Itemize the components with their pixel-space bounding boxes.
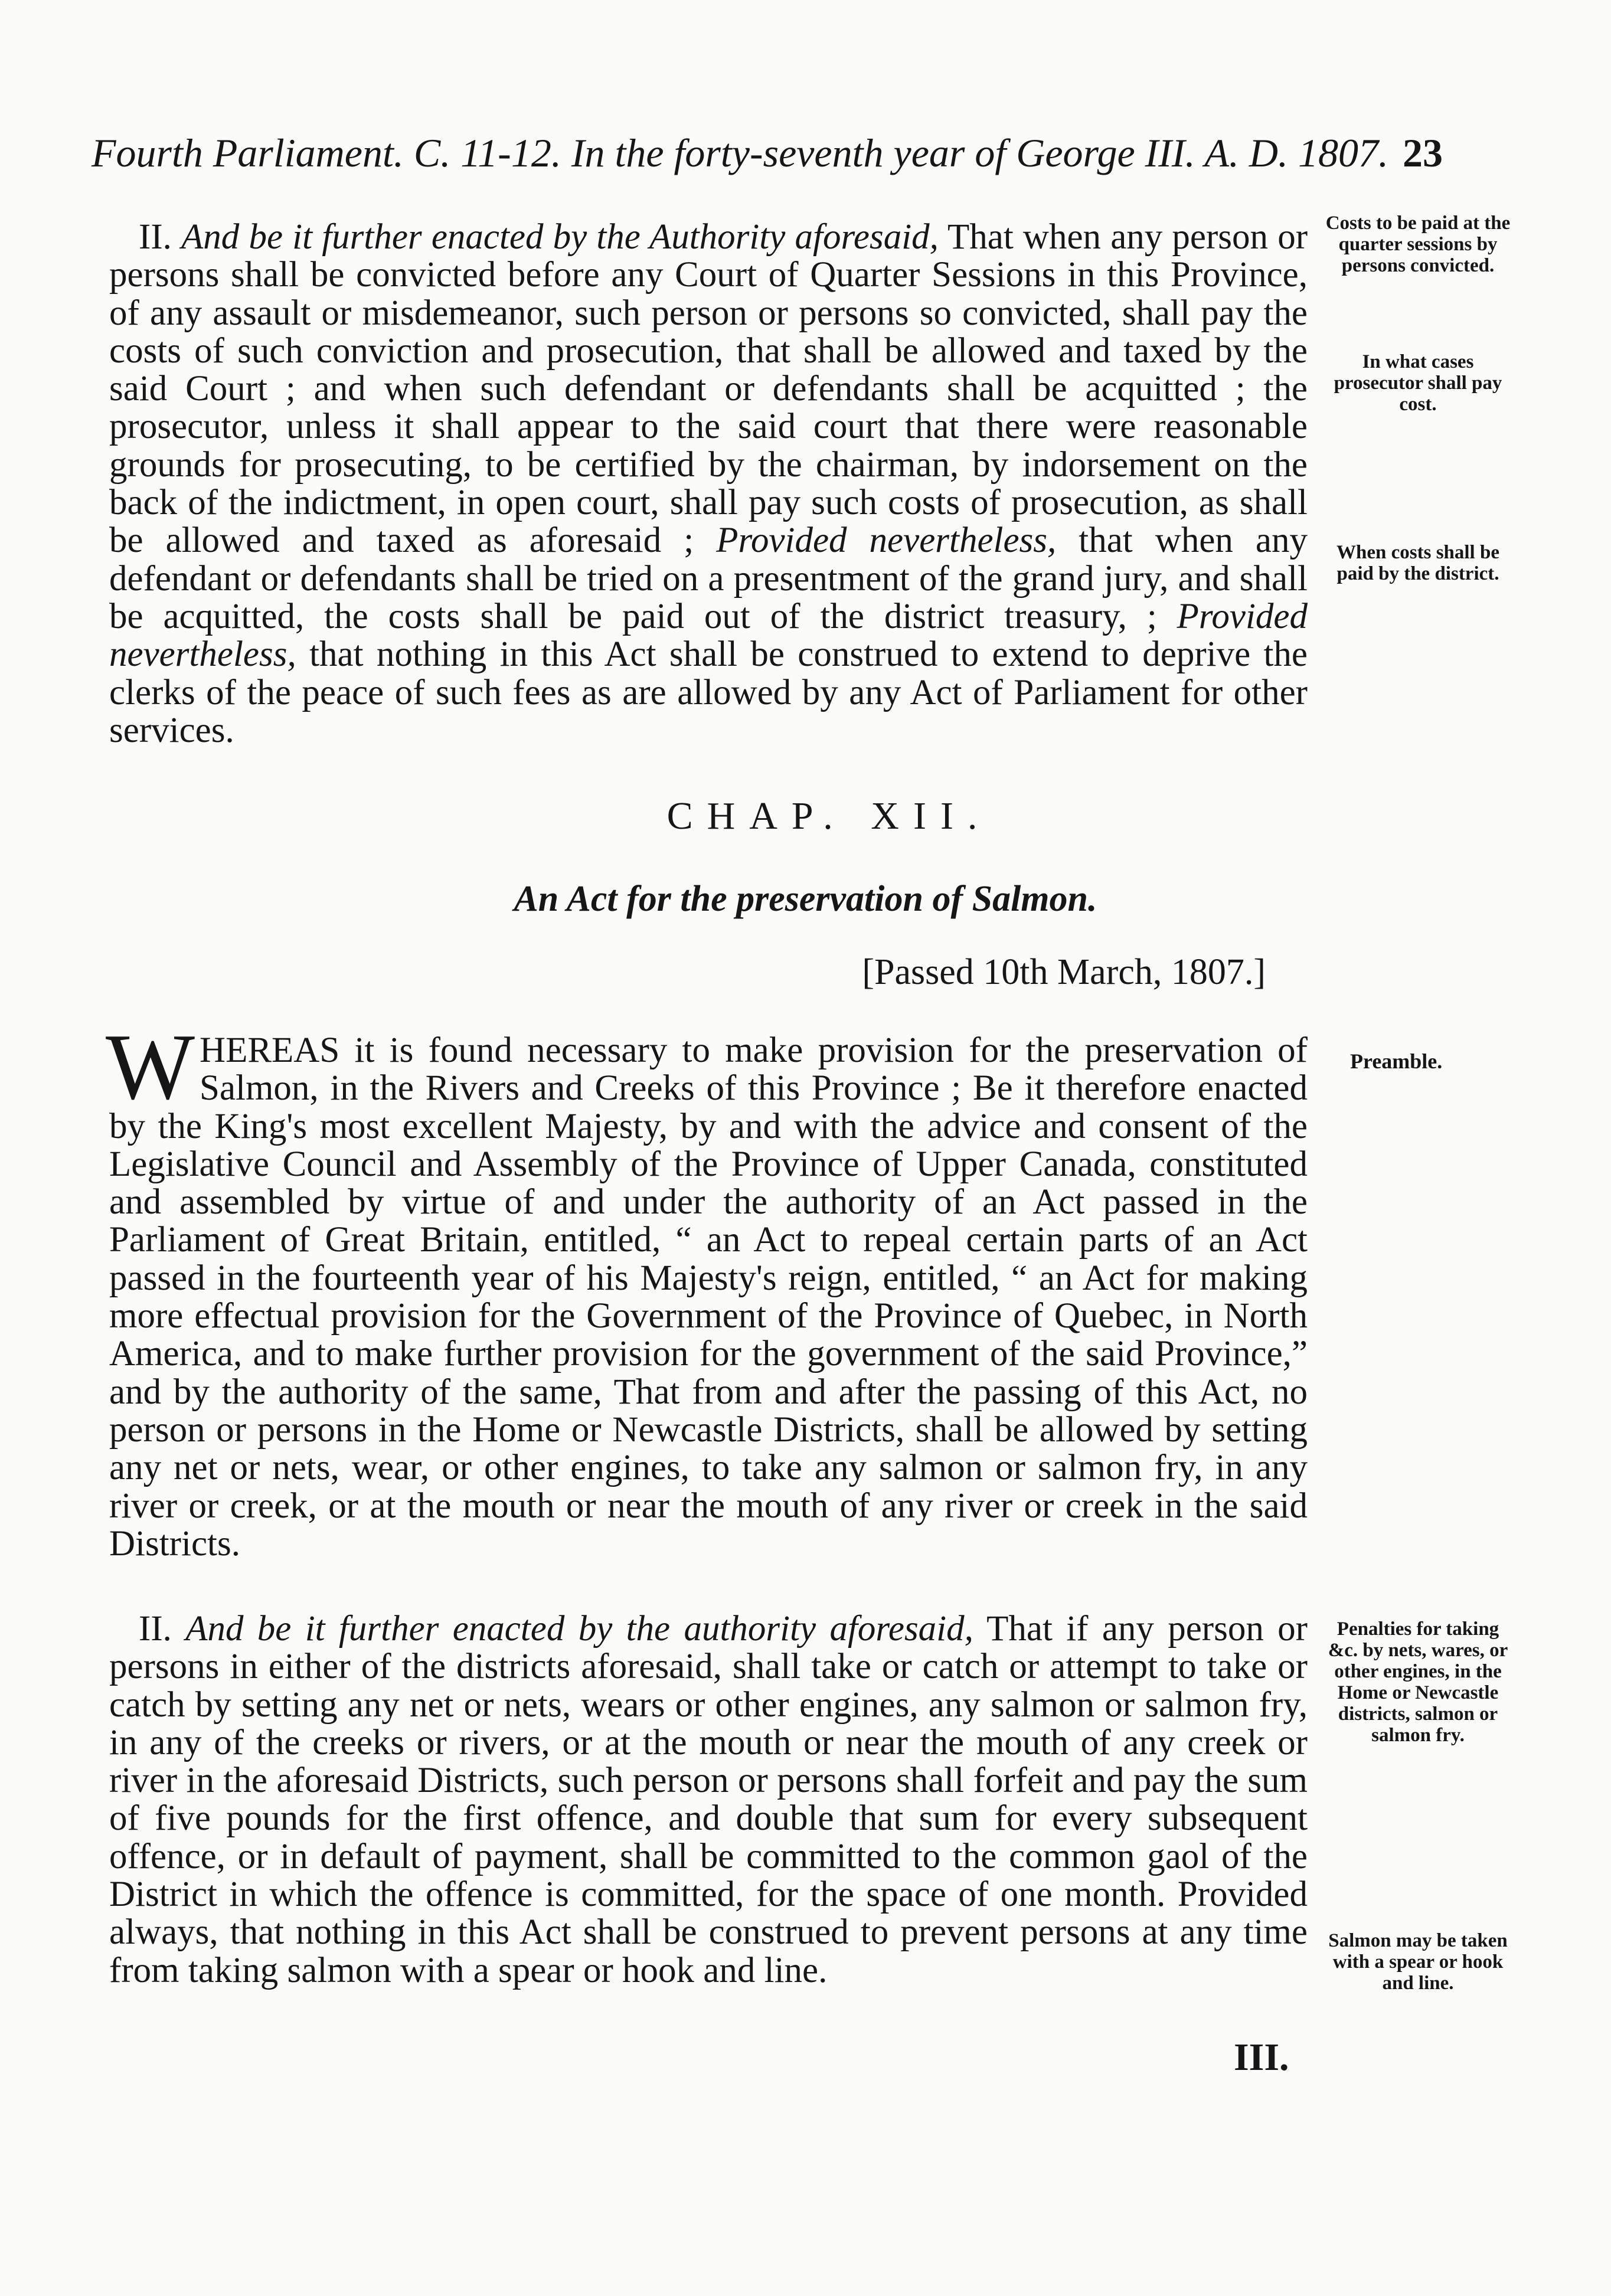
enacting-clause: And be it further enacted by the authority aforesaid, xyxy=(185,1609,973,1649)
section-11-2 xyxy=(109,218,1308,750)
catchword: III. xyxy=(1234,2036,1289,2079)
sidenote-prosecutor-pay: In what cases prosecutor shall pay cost. xyxy=(1334,351,1502,415)
section-number: II. xyxy=(139,1609,172,1649)
preamble-text: HEREAS it is found necessary to make provision for the preservation of Salmon, in the Rivers and Creeks of this Province ; Be it therefore enacted by the King's most excellent Majesty, by and with the advice and consent of the Legislative Council and Assembly of the Province of Upper Canada, constituted and assembled by virtue of and under the authority of an Act passed in the Parliament of Great Britain, entitled, “ an Act to repeal certain parts of an Act passed in the fourteenth year of his Majesty's reign, entitled, “ an Act for making more effectual provision for the Government of the Province of Quebec, in North America, and to make further provision for the government of the said Province,” and by the authority of the same, That from and after the passing of this Act, no person or persons in the Home or Newcastle Districts, shall be allowed by setting any net or nets, wear, or other engines, to take any salmon or salmon fry, in any river or creek, or at the mouth or near the mouth of any river or creek in the said Districts. xyxy=(109,1031,1308,1564)
running-title: Fourth Parliament. C. 11-12. In the forty-seventh year of George III. A. D. 1807. xyxy=(92,130,1388,175)
enacting-clause: And be it further enacted by the Authority aforesaid, xyxy=(181,217,939,257)
chapter-title: An Act for the preservation of Salmon. xyxy=(514,879,1097,919)
section-text: that nothing in this Act shall be construed to extend to deprive the clerks of the peace of such fees as are allowed by any Act of Parliament for other services. xyxy=(109,634,1308,750)
sidenote-preamble: Preamble. xyxy=(1350,1049,1443,1073)
sidenote-costs-district: When costs shall be paid by the district. xyxy=(1336,542,1499,584)
running-header xyxy=(92,130,1508,175)
passed-date: [Passed 10th March, 1807.] xyxy=(862,952,1266,992)
section-text: That if any person or persons in either of the districts aforesaid, shall take or catch or attempt to take or catch by setting any net or nets, wears or other engines, any salmon or salmon fry, in any of the creeks or rivers, or at the mouth or near the mouth of any creek or river in the aforesaid Districts, such person or persons shall forfeit and pay the sum of five pounds for the first offence, and double that sum for every subsequent offence, or in default of payment, shall be committed to the common gaol of the District in which the offence is committed, for the space of one month. Provided always, that nothing in this Act shall be construed to prevent persons at any time from taking salmon with a spear or hook and line. xyxy=(109,1609,1308,1990)
proviso-clause: Provided nevertheless, xyxy=(716,521,1057,561)
section-text: That when any person or persons shall be convicted before any Court of Quarter Sessions in this Province, of any assault or misdemeanor, such person or persons so convicted, shall pay the costs of such conviction and prosecution, that shall be allowed and taxed by the said Court ; and when such defendant or defendants shall be acquitted ; the prosecutor, unless it shall appear to the said court that there were reasonable grounds for prosecuting, to be certified by the chairman, by indorsement on the back of the indictment, in open court, shall pay such costs of prosecution, as shall be allowed and taxed as aforesaid ; xyxy=(109,217,1308,561)
preamble xyxy=(106,1014,1308,1564)
sidenote-salmon-spear: Salmon may be taken with a spear or hook and line. xyxy=(1328,1930,1508,1994)
sidenote-penalties: Penalties for taking &c. by nets, wares, or other engines, in the Home or Newcastle districts, salmon or salmon fry. xyxy=(1328,1618,1508,1746)
page-number: 23 xyxy=(1402,130,1443,175)
sidenote-costs-paid: Costs to be paid at the quarter sessions by persons convicted. xyxy=(1325,212,1511,276)
proviso-clause: Provided nevertheless, xyxy=(109,596,1308,675)
drop-cap: W xyxy=(106,1014,195,1119)
section-12-2 xyxy=(109,1610,1308,1990)
chapter-heading: CHAP. XII. xyxy=(666,794,992,838)
section-text: that when any defendant or defendants shall be tried on a presentment of the grand jury, and shall be acquitted, the costs shall be paid out of the district treasury, ; xyxy=(109,521,1308,636)
section-number: II. xyxy=(139,217,172,257)
